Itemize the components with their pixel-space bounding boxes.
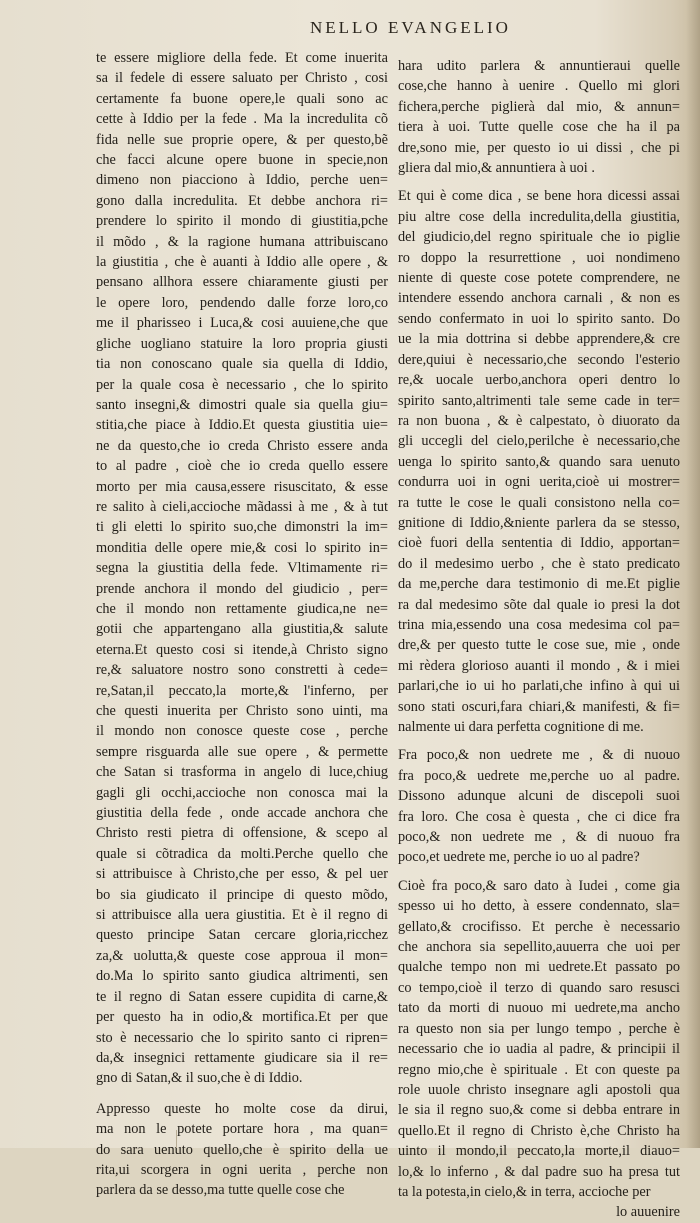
text-line: la giustitia , che è auanti à Iddio alle opere , & (96, 254, 388, 271)
text-line: ta la potesta,in cielo,& in terra, accioche per (398, 1183, 651, 1200)
text-line: hara udito parlera & annuntieraui quelle (398, 58, 680, 74)
text-line: re,& uocale uerbo,anchora operi dentro lo (398, 372, 680, 389)
text-line: piu altre cose della incredulita,della giustitia, (398, 208, 680, 225)
text-line: za,& uolutta,& queste cose approua il mon= (96, 947, 388, 964)
paragraph (398, 186, 680, 737)
text-line: te il regno di Satan essere cupidita di carne,& (96, 988, 388, 1005)
text-line: lo,& lo inferno , & dal padre suo ha presa tut (398, 1163, 680, 1180)
text-line: il mõdo , & la ragione humana attribuiscano (96, 233, 388, 250)
text-line: si attribuisce à Christo,che per esso, & pel uer (96, 866, 388, 883)
text-line: necessario che io uadia al padre, & principii il (398, 1041, 680, 1058)
text-line: Cioè fra poco,& saro dato à Iudei , come gia (398, 877, 680, 894)
right-column (398, 48, 680, 1223)
text-line: quello.Et il regno di Christo è,che Christo ha (398, 1122, 680, 1139)
text-line: pensano allhora essere chiaramente giusti per (96, 274, 388, 291)
text-line: Et qui è come dica , se bene hora dicessi assai (398, 188, 680, 205)
text-line: Christo resti pietra di offensione, & scepo al (96, 825, 388, 842)
text-line: ro doppo la resurrettione , uoi nondimeno (398, 249, 680, 266)
text-line: per la quale cosa è necessario , che lo spirito (96, 376, 388, 393)
text-line: condurra uoi in ogni uerita,cioè ui mostrer= (398, 474, 680, 491)
text-line: monditia delle opere mie,& cosi lo spirito in= (96, 539, 388, 556)
text-line: si attribuisce alla uera giustitia. Et è il regno di (96, 907, 388, 924)
text-line: Fra poco,& non uedrete me , & di nuouo (398, 747, 680, 764)
text-line: fra loro. Che cosa è questa , che ci dice fra (398, 808, 680, 825)
text-line: cette à Iddio per la fede . Ma la incredulita cõ (96, 111, 388, 128)
text-line: stitia,che piace à Iddio.Et questa giustitia uie= (96, 417, 388, 434)
text-line: parlera da se desso,ma tutte quelle cose che (96, 1182, 345, 1199)
text-line: sempre risguarda alle sue opere , & permette (96, 743, 388, 760)
text-line: spesso ui ho detto, à essere condennato, sla= (398, 898, 680, 915)
text-line: gagli gli occhi,accioche non conosca mai la (96, 784, 388, 801)
text-line: do sara uenuto quello,che è spirito della ue (96, 1141, 388, 1158)
running-head: NELLO EVANGELIO (310, 18, 511, 37)
text-line: eterna.Et questo cosi si itende,à Christo signo (96, 641, 388, 658)
text-line: le sia il regno suo,& come si debba entrare in (398, 1102, 680, 1119)
text-line: gellato,& crocifisso. Et perche è necessario (398, 918, 680, 935)
text-line: qualche tempo non mi uedrete.Et passato po (398, 959, 680, 976)
text-line: ne da questo,che io creda Christo essere anda (96, 437, 388, 454)
text-line: uinto il mondo,il peccato,la morte,il diauo= (398, 1143, 680, 1160)
text-line: Dissono adunque alcuni de discepoli suoi (398, 788, 680, 805)
text-line: nalmente ui dara perfetta cognitione di me. (398, 719, 644, 735)
text-line: rita,ui scorgera in ogni uerita , perche non (96, 1161, 388, 1178)
text-line: re,& saluatore nostro sono constretti à cede= (96, 662, 388, 679)
text-line: gotii che appartengano alla giustitia,& salute (96, 621, 388, 638)
text-line: tia non conoscano quale sia quella di Iddio, (96, 356, 388, 373)
paragraph (96, 48, 388, 1089)
text-line: ma non le potete portare hora , ma quan= (96, 1121, 388, 1138)
text-line: gliche uogliano statuire la loro propria giusti (96, 335, 388, 352)
text-line: che il mondo non rettamente giudica,ne ne= (96, 600, 388, 617)
text-line: fichera,perche piglierà dal mio, & annun= (398, 98, 680, 115)
text-line: certamente fa buone opere,le quali sono ac (96, 90, 388, 107)
text-line: gnitione di Iddio,&niente parlera da se stesso, (398, 514, 680, 531)
paragraph (96, 1099, 388, 1201)
text-line: parlari,che io ui ho parlati,che infino à qui ui (398, 678, 680, 695)
text-line: ti gli eletti lo spirito suo,che dimonstri la im= (96, 519, 388, 536)
text-line: da,& insegnici rettamente giudicare sia il re= (96, 1049, 388, 1066)
text-line: del giudicio,del regno spirituale che io piglie (398, 229, 680, 246)
text-line: sono stati oscuri,fara chiari,& manifesti, & fi= (398, 698, 680, 715)
text-line: ra tutte le cose le quali consistono nella co= (398, 494, 680, 511)
text-line: poco,& non uedrete me , & di nuouo fra (398, 829, 680, 846)
text-line: gono dalla incredulita. Et debbe anchora ri= (96, 192, 388, 209)
text-line: uenga lo spirito santo,& quando sara uenuto (398, 453, 680, 470)
text-line: intendere essendo anchora carnali , & non es (398, 290, 680, 307)
text-line: prendere lo spirito il mondo di giustitia,pche (96, 213, 388, 230)
text-line: morto per mia causa,essere risuscitato, & esse (96, 478, 388, 495)
text-line: giustitia della fede , onde accade anchora che (96, 805, 388, 822)
text-line: niente di queste cose potete comprendere, ne (398, 270, 680, 287)
page-edge-shadow (686, 0, 700, 1148)
text-line: sendo confermato in uoi lo spirito santo. Do (398, 310, 680, 327)
text-line: che anchora sia sepellito,auuerra che uoi per (398, 939, 680, 956)
text-line: dere,quiui è necessario,che secondo l'esterio (398, 351, 680, 368)
text-line: ra questo non sia per lungo tempo , perche è (398, 1020, 680, 1037)
text-line: sto è necessario che lo spirito santo ci ripren= (96, 1029, 388, 1046)
text-line: da me,perche dara testimonio di me.Et piglie (398, 576, 680, 593)
text-line: gno di Satan,& il suo,che è di Iddio. (96, 1070, 303, 1087)
text-line: il mondo non conosce queste cose , perche (96, 723, 388, 740)
text-line: che questi inuerita per Christo sono uinti, ma (96, 703, 388, 719)
text-line: prende anchora il mondo del giudicio , per= (96, 580, 388, 597)
text-line: te essere migliore della fede. Et come inuerita (96, 50, 388, 66)
text-line: gliera dal mio,& annuntiera à uoi . (398, 160, 595, 177)
text-line: re salito à cieli,accioche mãdassi à me , & à tut (96, 498, 388, 515)
text-line: questo principe Satan cercare gloria,ricchez (96, 927, 388, 944)
text-line: regno mio,che è spirituale . Et con queste pa (398, 1061, 680, 1078)
text-line: role uuole christo insegnare agli apostoli qua (398, 1081, 680, 1098)
text-line: sa il fedele di essere saluato per Christo , cosi (96, 70, 388, 87)
text-line: che facci alcune opere buone in specie,non (96, 152, 388, 169)
text-line: cose,che hanno à uenire . Quello mi glori (398, 78, 680, 95)
text-line: dre,& per questo tutte le cose sue, mie , onde (398, 637, 680, 654)
text-line: che Satan si trasforma in angelo di luce,chiug (96, 764, 388, 781)
text-line: to al padre , cioè che io creda quello essere (96, 458, 388, 475)
text-line: do.Ma lo spirito santo giudica altrimenti, sen (96, 968, 388, 985)
text-line: bo sia giudicato il principe di questo mõdo, (96, 886, 388, 903)
text-line: fra poco,& uedrete me,perche uo al padre. (398, 767, 680, 784)
text-line: segna la giustitia della fede. Vltimamente ri= (96, 560, 388, 577)
text-line: trina mia,essendo una cosa medesima col pa= (398, 616, 680, 633)
text-line: ra non buona , & è calpestato, ò diuorato da (398, 412, 680, 429)
text-line: tiera à uoi. Tutte quelle cose che ha il pa (398, 119, 680, 136)
text-line: ue la mia dottrina si debbe apprendere,& cre (398, 331, 680, 348)
paragraph (398, 56, 680, 178)
text-line: co tempo,cioè il terzo di quando saro resusci (398, 979, 680, 996)
paragraph (398, 876, 680, 1203)
text-line: cioè fuori della sententia di Iddio, apportan= (398, 535, 680, 552)
text-line: poco,et uedrete me, perche io uo al padre? (398, 849, 640, 866)
text-line: do il medesimo uerbo , che è stato predicato (398, 555, 680, 572)
text-line: re,Satan,il peccato,la morte,& l'inferno, per (96, 682, 388, 699)
text-line: me il pharisseo i Luca,& cosi auuiene,che que (96, 315, 388, 332)
text-line: per questo ha in odio,& mortifica.Et per que (96, 1009, 388, 1026)
text-line: santo insegni,& dimostri quale sia quella giu= (96, 396, 388, 413)
text-line: quale si cõtradica da molti.Perche quello che (96, 845, 388, 862)
page-gutter-mark (176, 1130, 183, 1148)
text-line: mi rèdera glorioso auanti il mondo , & i miei (398, 657, 680, 674)
text-line: dre,sono mie, per questo io ui dissi , che pi (398, 139, 680, 156)
paragraph (398, 745, 680, 867)
text-line: ra dal medesimo sõte dal quale io presi la dot (398, 596, 680, 613)
text-line: tato da morti di nuouo mi uedrete,ma ancho (398, 1000, 680, 1017)
text-line: Appresso queste ho molte cose da dirui, (96, 1100, 388, 1117)
text-line: gli uccegli del cielo,perilche è necessario,che (398, 433, 680, 450)
left-column (96, 48, 388, 1201)
text-line: spirito santo,altrimenti tale seme cade in ter= (398, 392, 680, 409)
text-line: le opere loro, pendendo dalle forze loro,co (96, 294, 388, 311)
text-line: fida nelle sue proprie opere, & per questo,bẽ (96, 131, 388, 148)
text-line: dimeno non piacciono à Iddio, perche uen= (96, 172, 388, 189)
catchword: lo auuenire (616, 1204, 680, 1221)
